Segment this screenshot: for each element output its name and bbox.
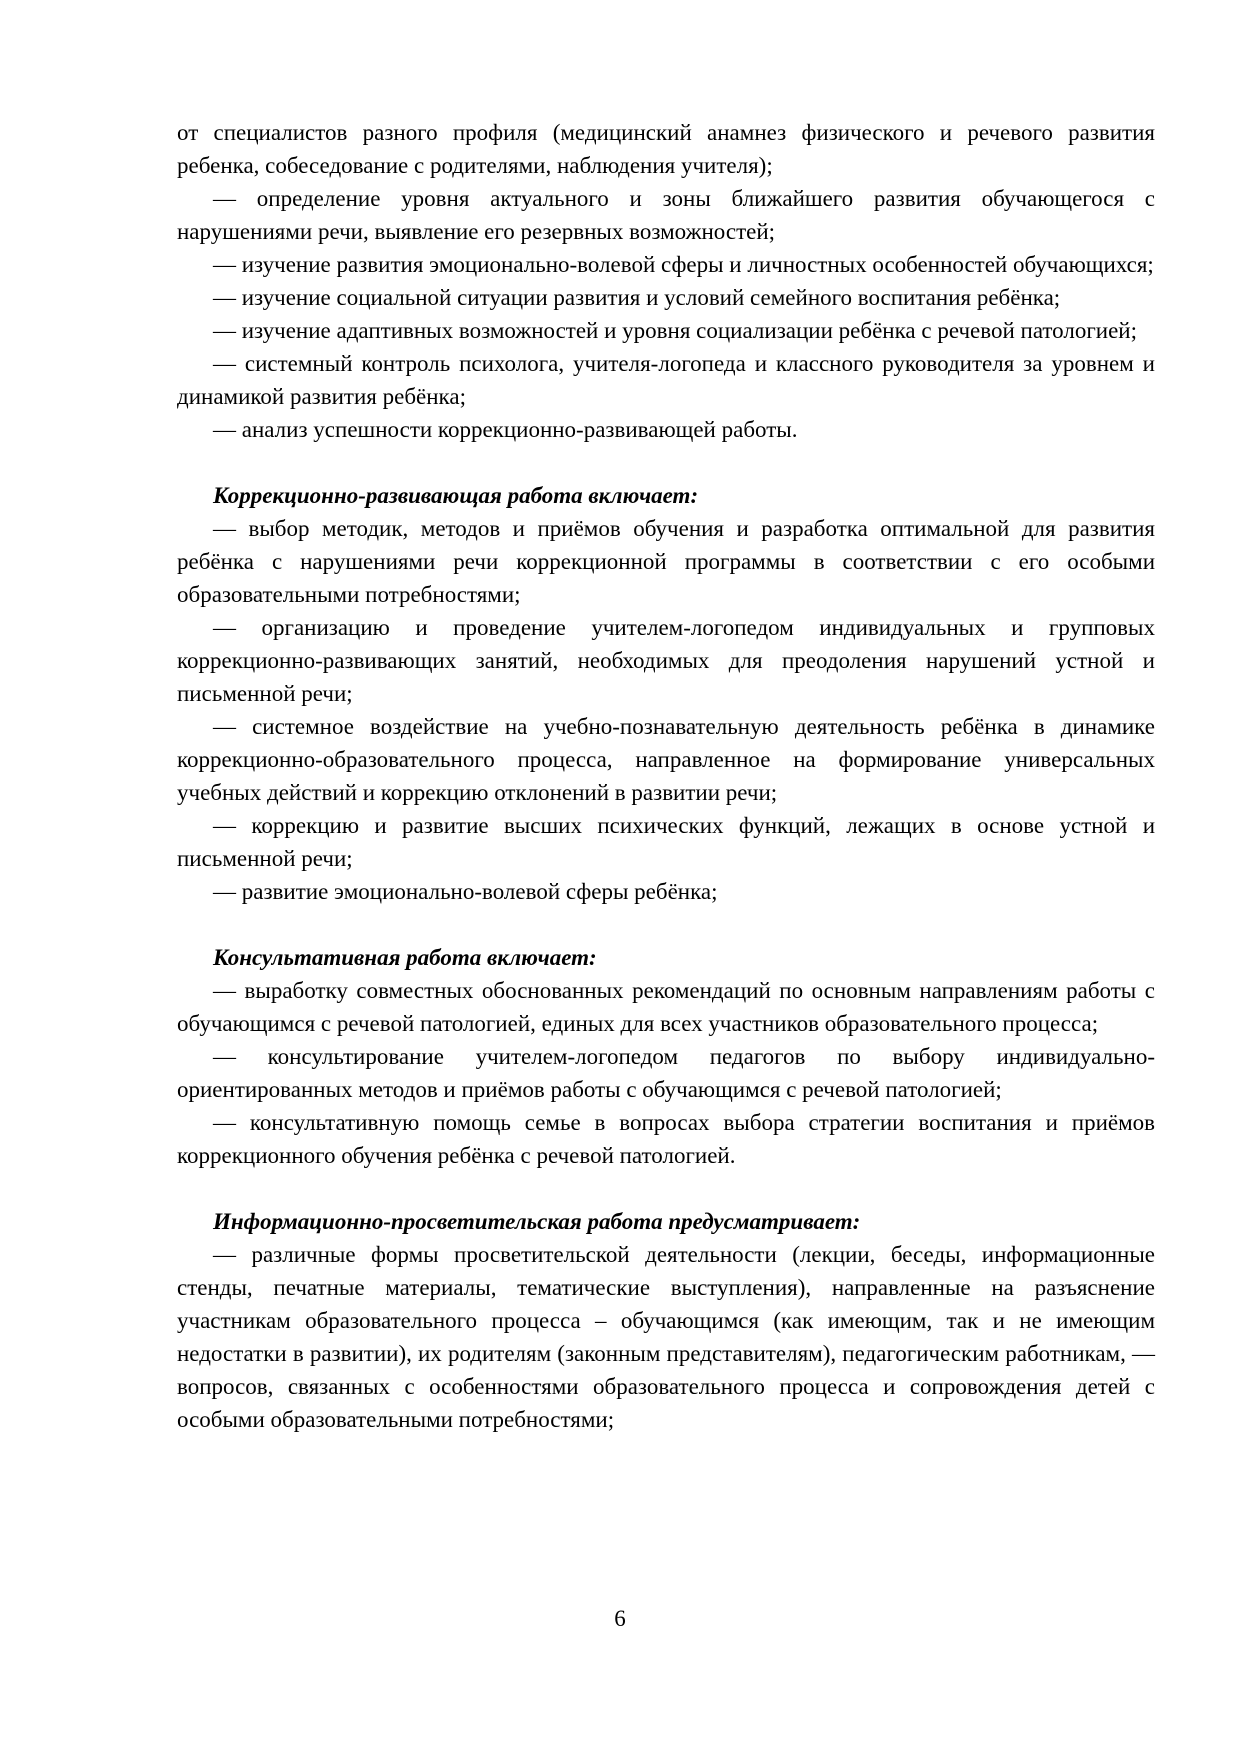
correctional-heading: Коррекционно-развивающая работа включает: bbox=[213, 483, 699, 508]
intro-continuation: от специалистов разного профиля (медицинский анамнез физического и речевого развития ребенка, собеседование с родителями, наблюдения учителя); bbox=[177, 120, 1155, 178]
diagnostics-item: — определение уровня актуального и зоны ближайшего развития обучающегося с нарушениями речи, выявление его резервных возможностей; bbox=[177, 186, 1155, 244]
consultative-item: — выработку совместных обоснованных рекомендаций по основным направлениям работы с обучающимся с речевой патологией, единых для всех участников образовательного процесса; bbox=[177, 978, 1155, 1036]
diagnostics-item: — системный контроль психолога, учителя-логопеда и классного руководителя за уровнем и динамикой развития ребёнка; bbox=[177, 351, 1155, 409]
informational-item: — различные формы просветительской деятельности (лекции, беседы, информационные стенды, печатные материалы, тематические выступления), направленные на разъяснение участникам образовательного процесса – обучающимся (как имеющим, так и не имеющим недостатки в развитии), их родителям (законным представителям), педагогическим работникам, — вопросов, связанных с особенностями образовательного процесса и сопровождения детей с особыми образовательными потребностями; bbox=[177, 1242, 1155, 1432]
informational-heading: Информационно-просветительская работа предусматривает: bbox=[213, 1209, 861, 1234]
consultative-item: — консультативную помощь семье в вопросах выбора стратегии воспитания и приёмов коррекционного обучения ребёнка с речевой патологией. bbox=[177, 1110, 1155, 1168]
correctional-item: — выбор методик, методов и приёмов обучения и разработка оптимальной для развития ребёнка с нарушениями речи коррекционной программы в соответствии с его особыми образовательными потребностями; bbox=[177, 516, 1155, 607]
diagnostics-item: — изучение развития эмоционально-волевой сферы и личностных особенностей обучающихся; bbox=[213, 252, 1154, 277]
consultative-heading: Консультативная работа включает: bbox=[213, 945, 597, 970]
page-number: 6 bbox=[614, 1606, 626, 1631]
correctional-item: — коррекцию и развитие высших психических функций, лежащих в основе устной и письменной речи; bbox=[177, 813, 1155, 871]
consultative-item: — консультирование учителем-логопедом педагогов по выбору индивидуально-ориентированных методов и приёмов работы с обучающимся с речевой патологией; bbox=[177, 1044, 1155, 1102]
diagnostics-item: — изучение социальной ситуации развития и условий семейного воспитания ребёнка; bbox=[213, 285, 1061, 310]
diagnostics-item: — изучение адаптивных возможностей и уровня социализации ребёнка с речевой патологией; bbox=[213, 318, 1137, 343]
correctional-item: — системное воздействие на учебно-познавательную деятельность ребёнка в динамике коррекционно-образовательного процесса, направленное на формирование универсальных учебных действий и коррекцию отклонений в развитии речи; bbox=[177, 714, 1155, 805]
diagnostics-item: — анализ успешности коррекционно-развивающей работы. bbox=[213, 417, 798, 442]
page-body bbox=[177, 116, 1155, 1436]
correctional-item: — развитие эмоционально-волевой сферы ребёнка; bbox=[213, 879, 718, 904]
correctional-item: — организацию и проведение учителем-логопедом индивидуальных и групповых коррекционно-развивающих занятий, необходимых для преодоления нарушений устной и письменной речи; bbox=[177, 615, 1155, 706]
